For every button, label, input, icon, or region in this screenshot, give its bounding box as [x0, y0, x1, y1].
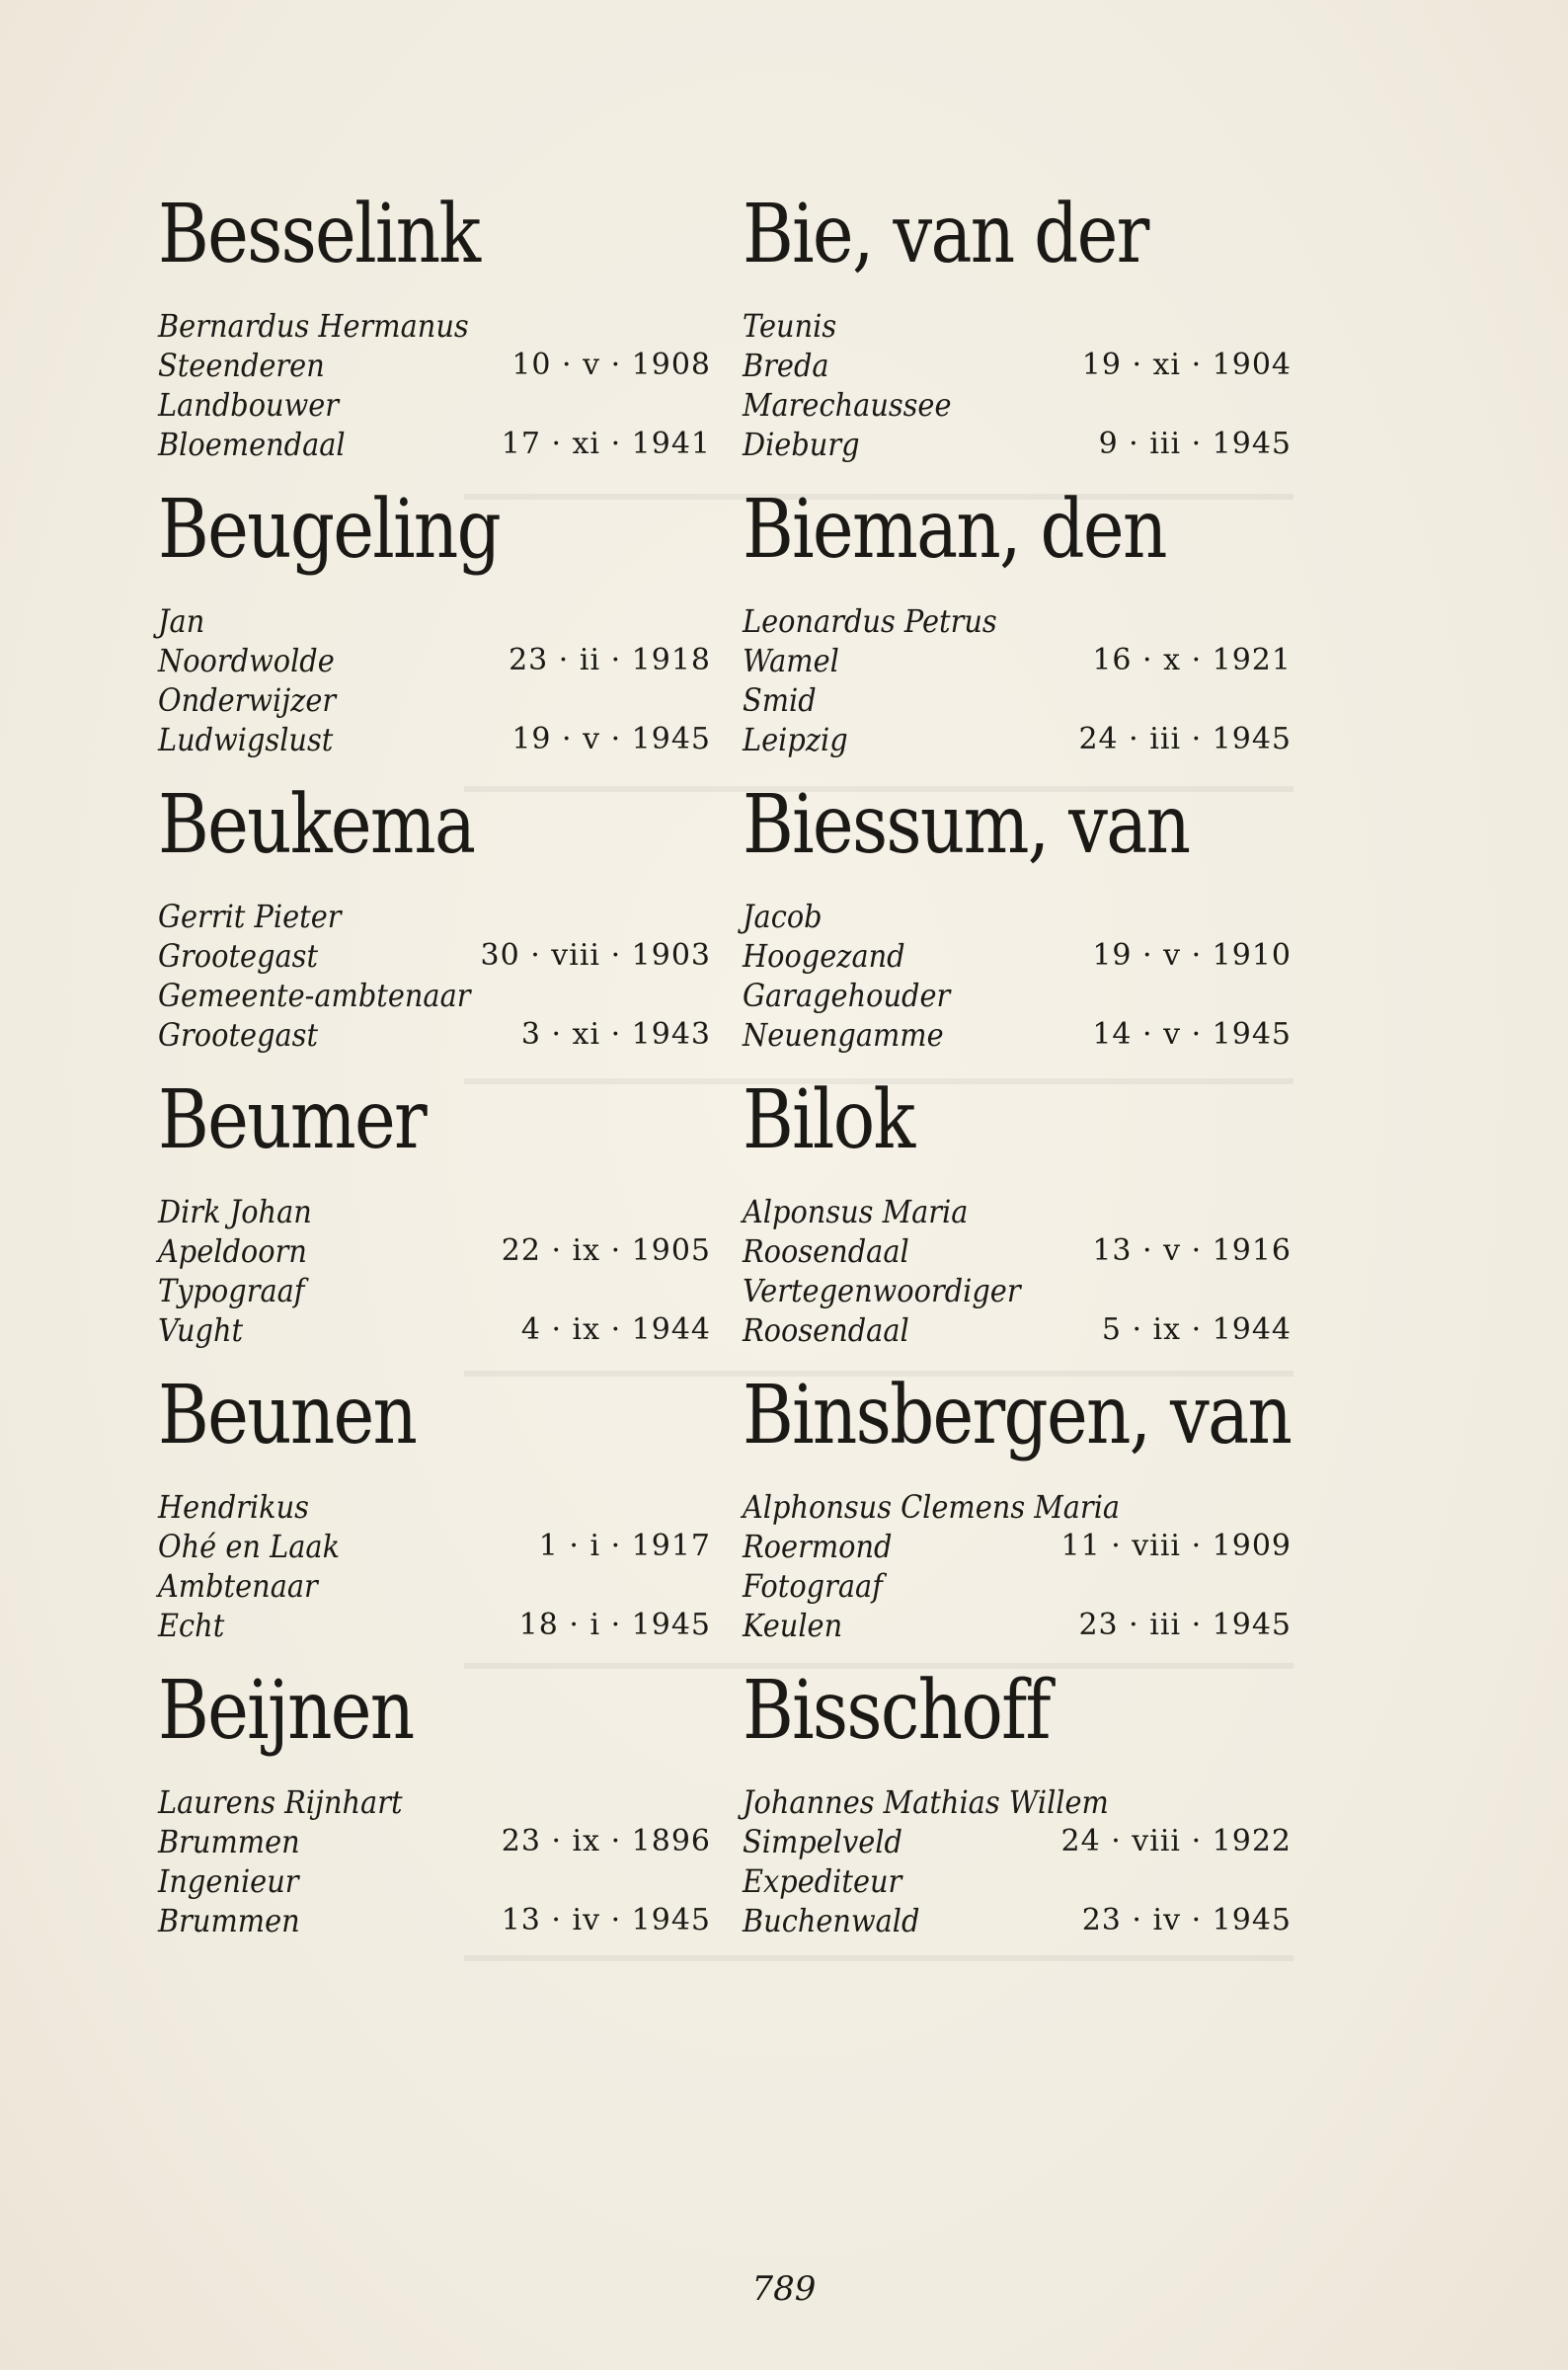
given-names: Teunis — [743, 307, 837, 345]
deathdate: 23 · iii · 1945 — [1078, 1608, 1292, 1642]
birthplace: Steenderen — [158, 347, 325, 384]
birth-line — [743, 936, 1292, 976]
occupation-line — [158, 1271, 711, 1310]
given-names: Bernardus Hermanus — [158, 307, 469, 345]
occupation: Garagehouder — [743, 977, 951, 1014]
birthdate: 24 · viii · 1922 — [1060, 1824, 1292, 1858]
birthplace: Simpelveld — [743, 1823, 902, 1860]
surname: Beugeling — [158, 483, 501, 577]
birthdate: 1 · i · 1917 — [538, 1529, 711, 1563]
occupation: Typograaf — [158, 1272, 305, 1309]
given-names-line — [158, 1487, 711, 1527]
occupation: Smid — [743, 681, 817, 719]
death-line — [743, 1901, 1292, 1940]
surname: Besselink — [158, 188, 480, 281]
right-column — [743, 188, 1292, 1959]
occupation: Ingenieur — [158, 1862, 299, 1900]
death-line — [158, 1901, 711, 1940]
given-names: Hendrikus — [158, 1488, 309, 1526]
entry — [158, 1369, 711, 1664]
birthplace: Hoogezand — [743, 937, 905, 975]
occupation: Marechaussee — [743, 386, 952, 424]
deathdate: 17 · xi · 1941 — [501, 427, 711, 461]
death-line — [743, 720, 1292, 759]
given-names: Alphonsus Clemens Maria — [743, 1488, 1121, 1526]
deathplace: Neuengamme — [743, 1016, 944, 1054]
birthdate: 19 · xi · 1904 — [1081, 348, 1292, 382]
occupation-line — [158, 1861, 711, 1901]
occupation-line — [743, 680, 1292, 720]
birth-line — [743, 1231, 1292, 1271]
birthplace: Roermond — [743, 1528, 893, 1565]
deathdate: 9 · iii · 1945 — [1098, 427, 1292, 461]
surname: Beumer — [158, 1073, 426, 1167]
birthplace: Grootegast — [158, 937, 319, 975]
given-names: Dirk Johan — [158, 1193, 312, 1230]
entry — [158, 188, 711, 483]
entry — [743, 1073, 1292, 1369]
occupation: Vertegenwoordiger — [743, 1272, 1021, 1309]
deathdate: 14 · v · 1945 — [1092, 1017, 1292, 1052]
given-names: Jan — [158, 602, 205, 640]
deathdate: 3 · xi · 1943 — [520, 1017, 711, 1052]
deathplace: Roosendaal — [743, 1311, 909, 1349]
occupation-line — [743, 1271, 1292, 1310]
given-names-line — [743, 897, 1292, 936]
birthdate: 30 · viii · 1903 — [480, 938, 711, 973]
deathplace: Ludwigslust — [158, 721, 334, 758]
deathplace: Bloemendaal — [158, 426, 346, 463]
birthdate: 10 · v · 1908 — [511, 348, 711, 382]
deathdate: 13 · iv · 1945 — [501, 1903, 711, 1937]
birthplace: Apeldoorn — [158, 1232, 307, 1270]
birth-line — [743, 1822, 1292, 1861]
death-line — [743, 425, 1292, 464]
birthplace: Brummen — [158, 1823, 300, 1860]
birthdate: 23 · ix · 1896 — [501, 1824, 711, 1858]
death-line — [158, 1015, 711, 1055]
given-names-line — [158, 306, 711, 346]
deathplace: Vught — [158, 1311, 244, 1349]
given-names-line — [158, 601, 711, 641]
birth-line — [158, 1231, 711, 1271]
given-names-line — [158, 1192, 711, 1231]
occupation-line — [158, 385, 711, 425]
entry — [743, 778, 1292, 1073]
birthdate: 22 · ix · 1905 — [501, 1233, 711, 1268]
given-names-line — [743, 1192, 1292, 1231]
surname: Bieman, den — [743, 483, 1166, 577]
surname: Bie, van der — [743, 188, 1148, 281]
given-names-line — [158, 897, 711, 936]
occupation-line — [158, 1566, 711, 1606]
deathdate: 4 · ix · 1944 — [520, 1312, 711, 1347]
given-names-line — [743, 1487, 1292, 1527]
death-line — [158, 1310, 711, 1350]
given-names: Alponsus Maria — [743, 1193, 969, 1230]
occupation-line — [158, 976, 711, 1015]
surname: Bisschoff — [743, 1664, 1050, 1758]
entry — [158, 1664, 711, 1959]
deathdate: 23 · iv · 1945 — [1081, 1903, 1292, 1937]
entry — [743, 1369, 1292, 1664]
birthplace: Ohé en Laak — [158, 1528, 341, 1565]
surname: Beunen — [158, 1369, 417, 1462]
given-names-line — [158, 1782, 711, 1822]
birthplace: Noordwolde — [158, 642, 335, 679]
deathplace: Leipzig — [743, 721, 848, 758]
given-names: Leonardus Petrus — [743, 602, 997, 640]
deathplace: Grootegast — [158, 1016, 319, 1054]
deathdate: 24 · iii · 1945 — [1078, 722, 1292, 756]
surname: Biessum, van — [743, 778, 1190, 872]
given-names-line — [743, 306, 1292, 346]
occupation-line — [743, 1861, 1292, 1901]
birth-line — [158, 1822, 711, 1861]
death-line — [158, 720, 711, 759]
deathplace: Buchenwald — [743, 1902, 920, 1939]
entry — [158, 778, 711, 1073]
birth-line — [743, 346, 1292, 385]
entry — [158, 1073, 711, 1369]
birthdate: 19 · v · 1910 — [1092, 938, 1292, 973]
birthplace: Wamel — [743, 642, 839, 679]
occupation: Ambtenaar — [158, 1567, 318, 1605]
birth-line — [743, 641, 1292, 680]
occupation: Gemeente-ambtenaar — [158, 977, 471, 1014]
birthdate: 16 · x · 1921 — [1092, 643, 1292, 677]
page-number: 789 — [751, 2269, 817, 2309]
given-names-line — [743, 1782, 1292, 1822]
occupation-line — [158, 680, 711, 720]
deathdate: 5 · ix · 1944 — [1101, 1312, 1292, 1347]
surname: Beijnen — [158, 1664, 414, 1758]
death-line — [743, 1606, 1292, 1645]
entry — [158, 483, 711, 778]
left-column — [158, 188, 711, 1959]
occupation: Onderwijzer — [158, 681, 337, 719]
surname: Bilok — [743, 1073, 914, 1167]
deathplace: Dieburg — [743, 426, 860, 463]
occupation-line — [743, 976, 1292, 1015]
deathdate: 19 · v · 1945 — [511, 722, 711, 756]
birth-line — [158, 346, 711, 385]
given-names: Gerrit Pieter — [158, 898, 342, 935]
given-names: Laurens Rijnhart — [158, 1783, 403, 1821]
occupation-line — [743, 385, 1292, 425]
death-line — [158, 425, 711, 464]
occupation: Expediteur — [743, 1862, 902, 1900]
entry — [743, 188, 1292, 483]
birthdate: 13 · v · 1916 — [1092, 1233, 1292, 1268]
birth-line — [743, 1527, 1292, 1566]
deathplace: Keulen — [743, 1607, 843, 1644]
surname: Beukema — [158, 778, 475, 872]
birth-line — [158, 936, 711, 976]
death-line — [158, 1606, 711, 1645]
given-names: Jacob — [743, 898, 823, 935]
birth-line — [158, 641, 711, 680]
birthdate: 23 · ii · 1918 — [509, 643, 711, 677]
given-names-line — [743, 601, 1292, 641]
occupation: Fotograaf — [743, 1567, 883, 1605]
occupation: Landbouwer — [158, 386, 340, 424]
entry — [743, 1664, 1292, 1959]
surname: Binsbergen, van — [743, 1369, 1292, 1462]
birthdate: 11 · viii · 1909 — [1060, 1529, 1292, 1563]
birth-line — [158, 1527, 711, 1566]
deathplace: Echt — [158, 1607, 225, 1644]
death-line — [743, 1015, 1292, 1055]
birthplace: Breda — [743, 347, 829, 384]
deathdate: 18 · i · 1945 — [518, 1608, 711, 1642]
deathplace: Brummen — [158, 1902, 300, 1939]
death-line — [743, 1310, 1292, 1350]
entry — [743, 483, 1292, 778]
birthplace: Roosendaal — [743, 1232, 909, 1270]
given-names: Johannes Mathias Willem — [743, 1783, 1109, 1821]
occupation-line — [743, 1566, 1292, 1606]
